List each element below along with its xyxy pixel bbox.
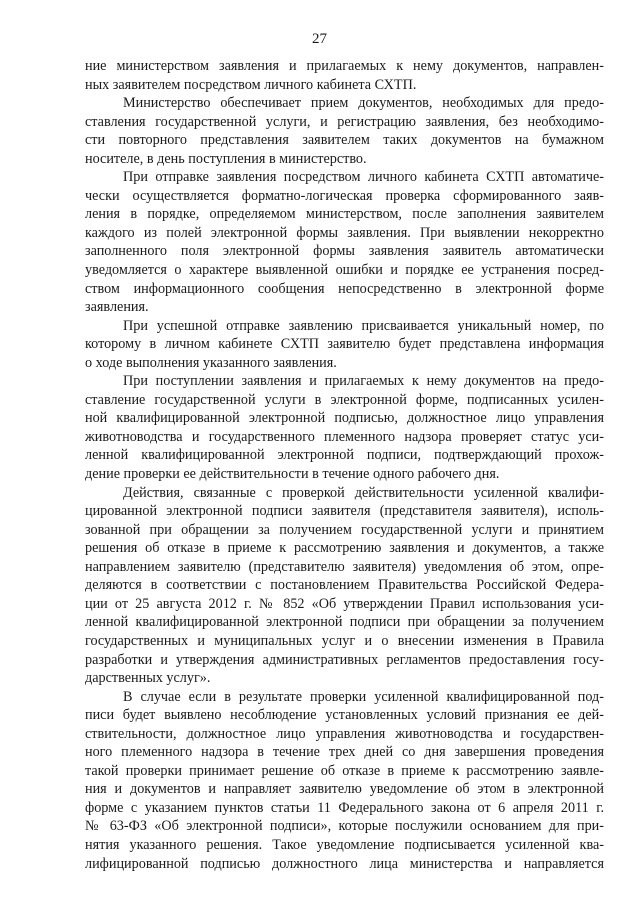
text-line: ных заявителем посредством личного кабинета СХТП. (85, 76, 417, 93)
text-line: ленной квалифицированной электронной подписи, подтверждающий прохож- (85, 447, 604, 464)
text-line: При отправке заявления посредством личного кабинета СХТП автоматиче- (123, 169, 604, 186)
text-line: ции от 25 августа 2012 г. № 852 «Об утверждении Правил использования уси- (85, 595, 604, 612)
text-line: нятия указанного решения. Такое уведомление подписывается усиленной ква- (85, 836, 604, 853)
page-number: 27 (312, 31, 327, 47)
document-body (85, 57, 604, 873)
text-line: ной квалифицированной электронной подписью, должностное лицо управления (85, 410, 604, 427)
text-line: которому в личном кабинете СХТП заявителю будет представлена информация (85, 336, 604, 353)
text-line: дарственных услуг». (85, 670, 211, 687)
text-line: № 63-ФЗ «Об электронной подписи», которые послужили основанием для при- (85, 818, 604, 835)
text-line: государственных и муниципальных услуг и о внесении изменения в Правила (85, 632, 604, 649)
text-line: ния и документов и направляет заявителю уведомление об этом в электронной (85, 781, 604, 798)
text-line: ством информационного сообщения непосредственно в электронной форме (85, 280, 604, 297)
text-line: животноводства и государственного племенного надзора проверяет статус уси- (85, 428, 604, 445)
text-line: ствительности, должностное лицо управления животноводства и государствен- (85, 725, 604, 742)
text-line: деляются в соответствии с постановлением Правительства Российской Федера- (85, 577, 604, 594)
text-line: Министерство обеспечивает прием документов, необходимых для предо- (123, 95, 604, 112)
text-line: При успешной отправке заявлению присваивается уникальный номер, по (123, 317, 604, 334)
text-line: каждого из полей электронной формы заявления. При выявлении некорректно (85, 224, 604, 241)
text-line: В случае если в результате проверки усиленной квалифицированной под- (123, 688, 604, 705)
text-line: сти повторного представления заявителем таких документов на бумажном (85, 132, 604, 149)
text-line: такой проверки принимает решение об отказе в приеме к рассмотрению заявле- (85, 762, 604, 779)
text-line: лифицированной подписью должностного лица министерства и направляется (85, 855, 604, 872)
text-line: зованной при обращении за получением государственной услуги и принятием (85, 521, 604, 538)
text-line: ленной квалифицированной электронной подписи при обращении за получением (85, 614, 604, 631)
text-line: При поступлении заявления и прилагаемых к нему документов на предо- (123, 373, 604, 390)
text-line: заполненного поля электронной формы заявления заявитель автоматически (85, 243, 604, 260)
text-line: форме с указанием пунктов статьи 11 Федерального закона от 6 апреля 2011 г. (85, 799, 604, 816)
text-line: цированной электронной подписи заявителя (представителя заявителя), исполь- (85, 503, 604, 520)
text-line: писи будет выявлено несоблюдение установленных условий признания ее дей- (85, 707, 604, 724)
text-line: ставления государственной услуги, и регистрацию заявления, без необходимо- (85, 113, 604, 130)
text-line: чески осуществляется форматно-логическая проверка сформированного заяв- (85, 187, 604, 204)
text-line: Действия, связанные с проверкой действительности усиленной квалифи- (123, 484, 604, 501)
text-line: ления в порядке, определяемом министерством, после заполнения заявителем (85, 206, 604, 223)
text-line: направлением заявителю (представителю заявителя) уведомления об этом, опре- (85, 558, 604, 575)
text-line: ние министерством заявления и прилагаемых к нему документов, направлен- (85, 58, 604, 74)
text-line: уведомляется о характере выявленной ошибки и порядке ее устранения посред- (85, 262, 604, 279)
text-line: разработки и утверждения административных регламентов предоставления госу- (85, 651, 604, 668)
text-line: ставление государственной услуги в электронной форме, подписанных усилен- (85, 391, 604, 408)
text-line: дение проверки ее действительности в течение одного рабочего дня. (85, 466, 500, 483)
text-line: носителе, в день поступления в министерство. (85, 150, 367, 167)
text-line: решения об отказе в приеме к рассмотрению заявления и документов, а также (85, 540, 604, 557)
text-line: заявления. (85, 299, 149, 316)
text-line: о ходе выполнения указанного заявления. (85, 354, 337, 371)
text-line: ного племенного надзора в течение трех дней со дня завершения проведения (85, 744, 604, 761)
